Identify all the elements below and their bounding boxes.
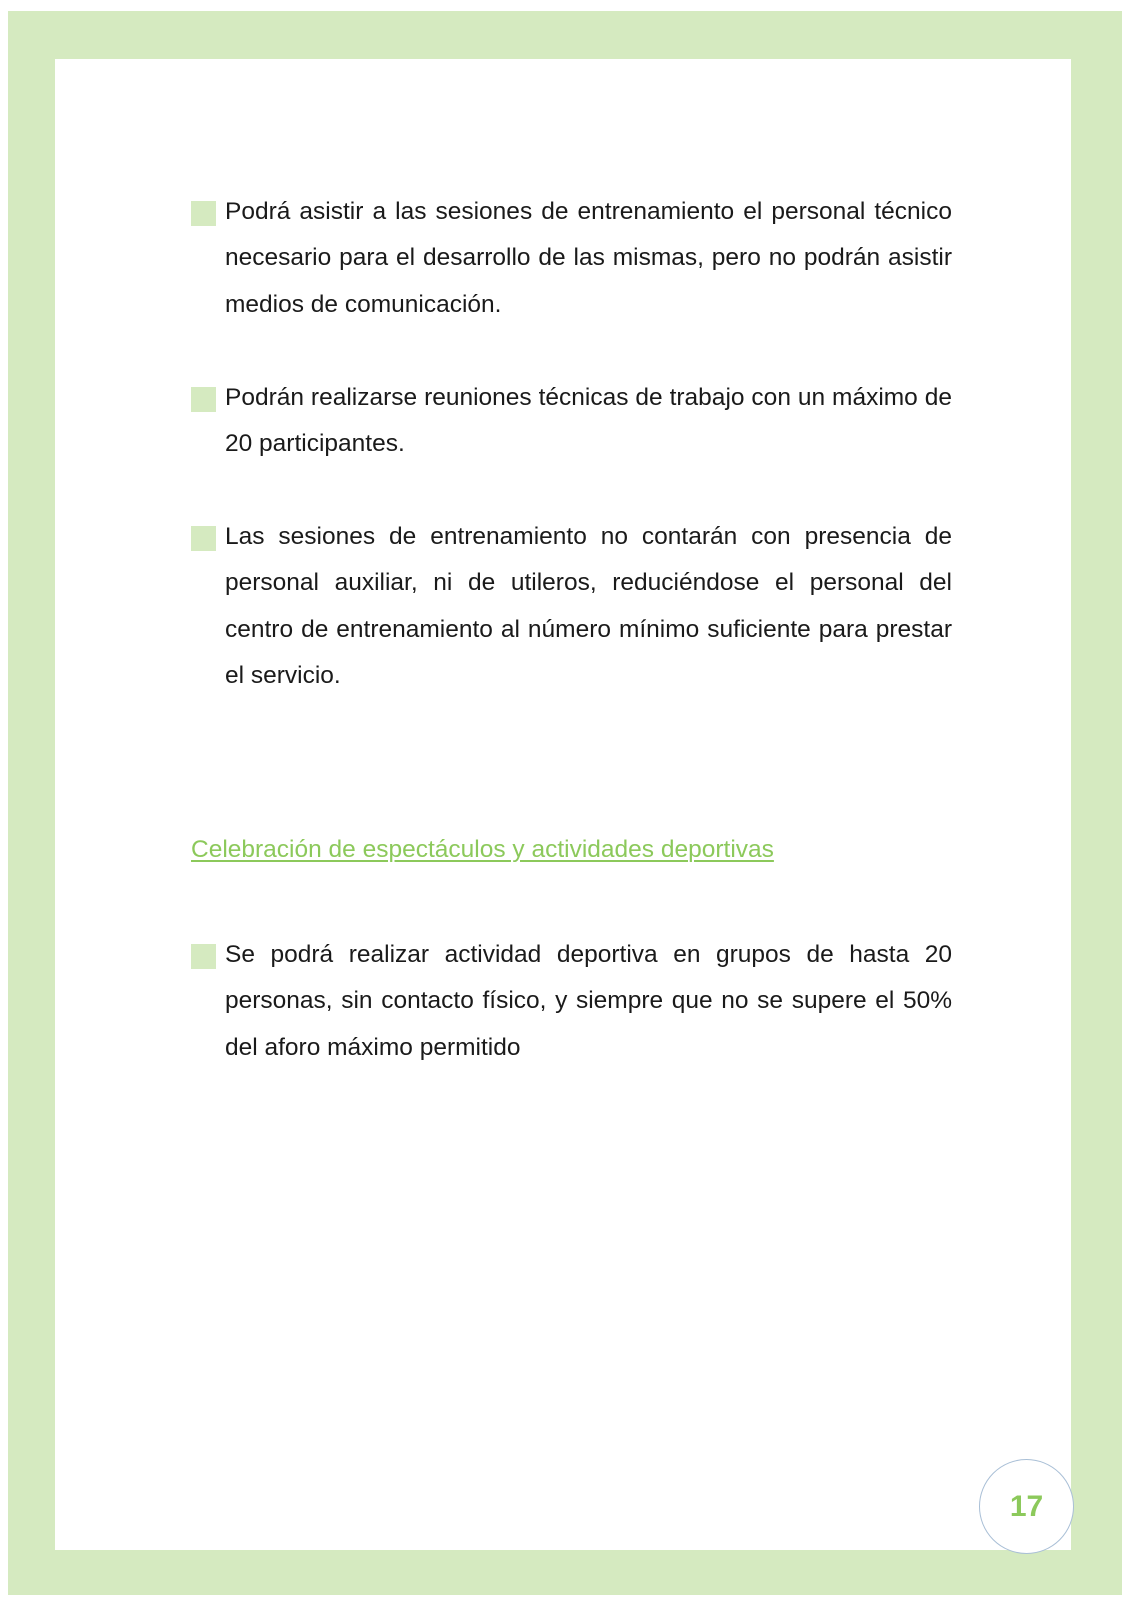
bullet-square-icon	[191, 526, 216, 551]
bullet-square-icon	[191, 201, 216, 226]
list-item	[191, 196, 1076, 328]
bullet-square-icon	[191, 387, 216, 412]
list-item	[191, 939, 1076, 1071]
list-item	[191, 382, 1076, 468]
bullet-text: Las sesiones de entrenamiento no contarán con presencia de personal auxiliar, ni de utileros, reduciéndose el personal del centro de entrenamiento al número mínimo suficiente para prestar el servicio.	[225, 523, 952, 690]
page-number: 17	[979, 1459, 1074, 1554]
bullet-text: Podrá asistir a las sesiones de entrenamiento el personal técnico necesario para el desarrollo de las mismas, pero no podrán asistir medios de comunicación.	[225, 198, 952, 318]
bullet-square-icon	[191, 944, 216, 969]
bullet-text: Se podrá realizar actividad deportiva en grupos de hasta 20 personas, sin contacto físico, y siempre que no se supere el 50% del aforo máximo permitido	[225, 941, 952, 1061]
list-item	[191, 521, 1076, 700]
bullet-text: Podrán realizarse reuniones técnicas de trabajo con un máximo de 20 participantes.	[225, 384, 952, 458]
section-heading[interactable]: Celebración de espectáculos y actividades deportivas	[191, 836, 774, 863]
